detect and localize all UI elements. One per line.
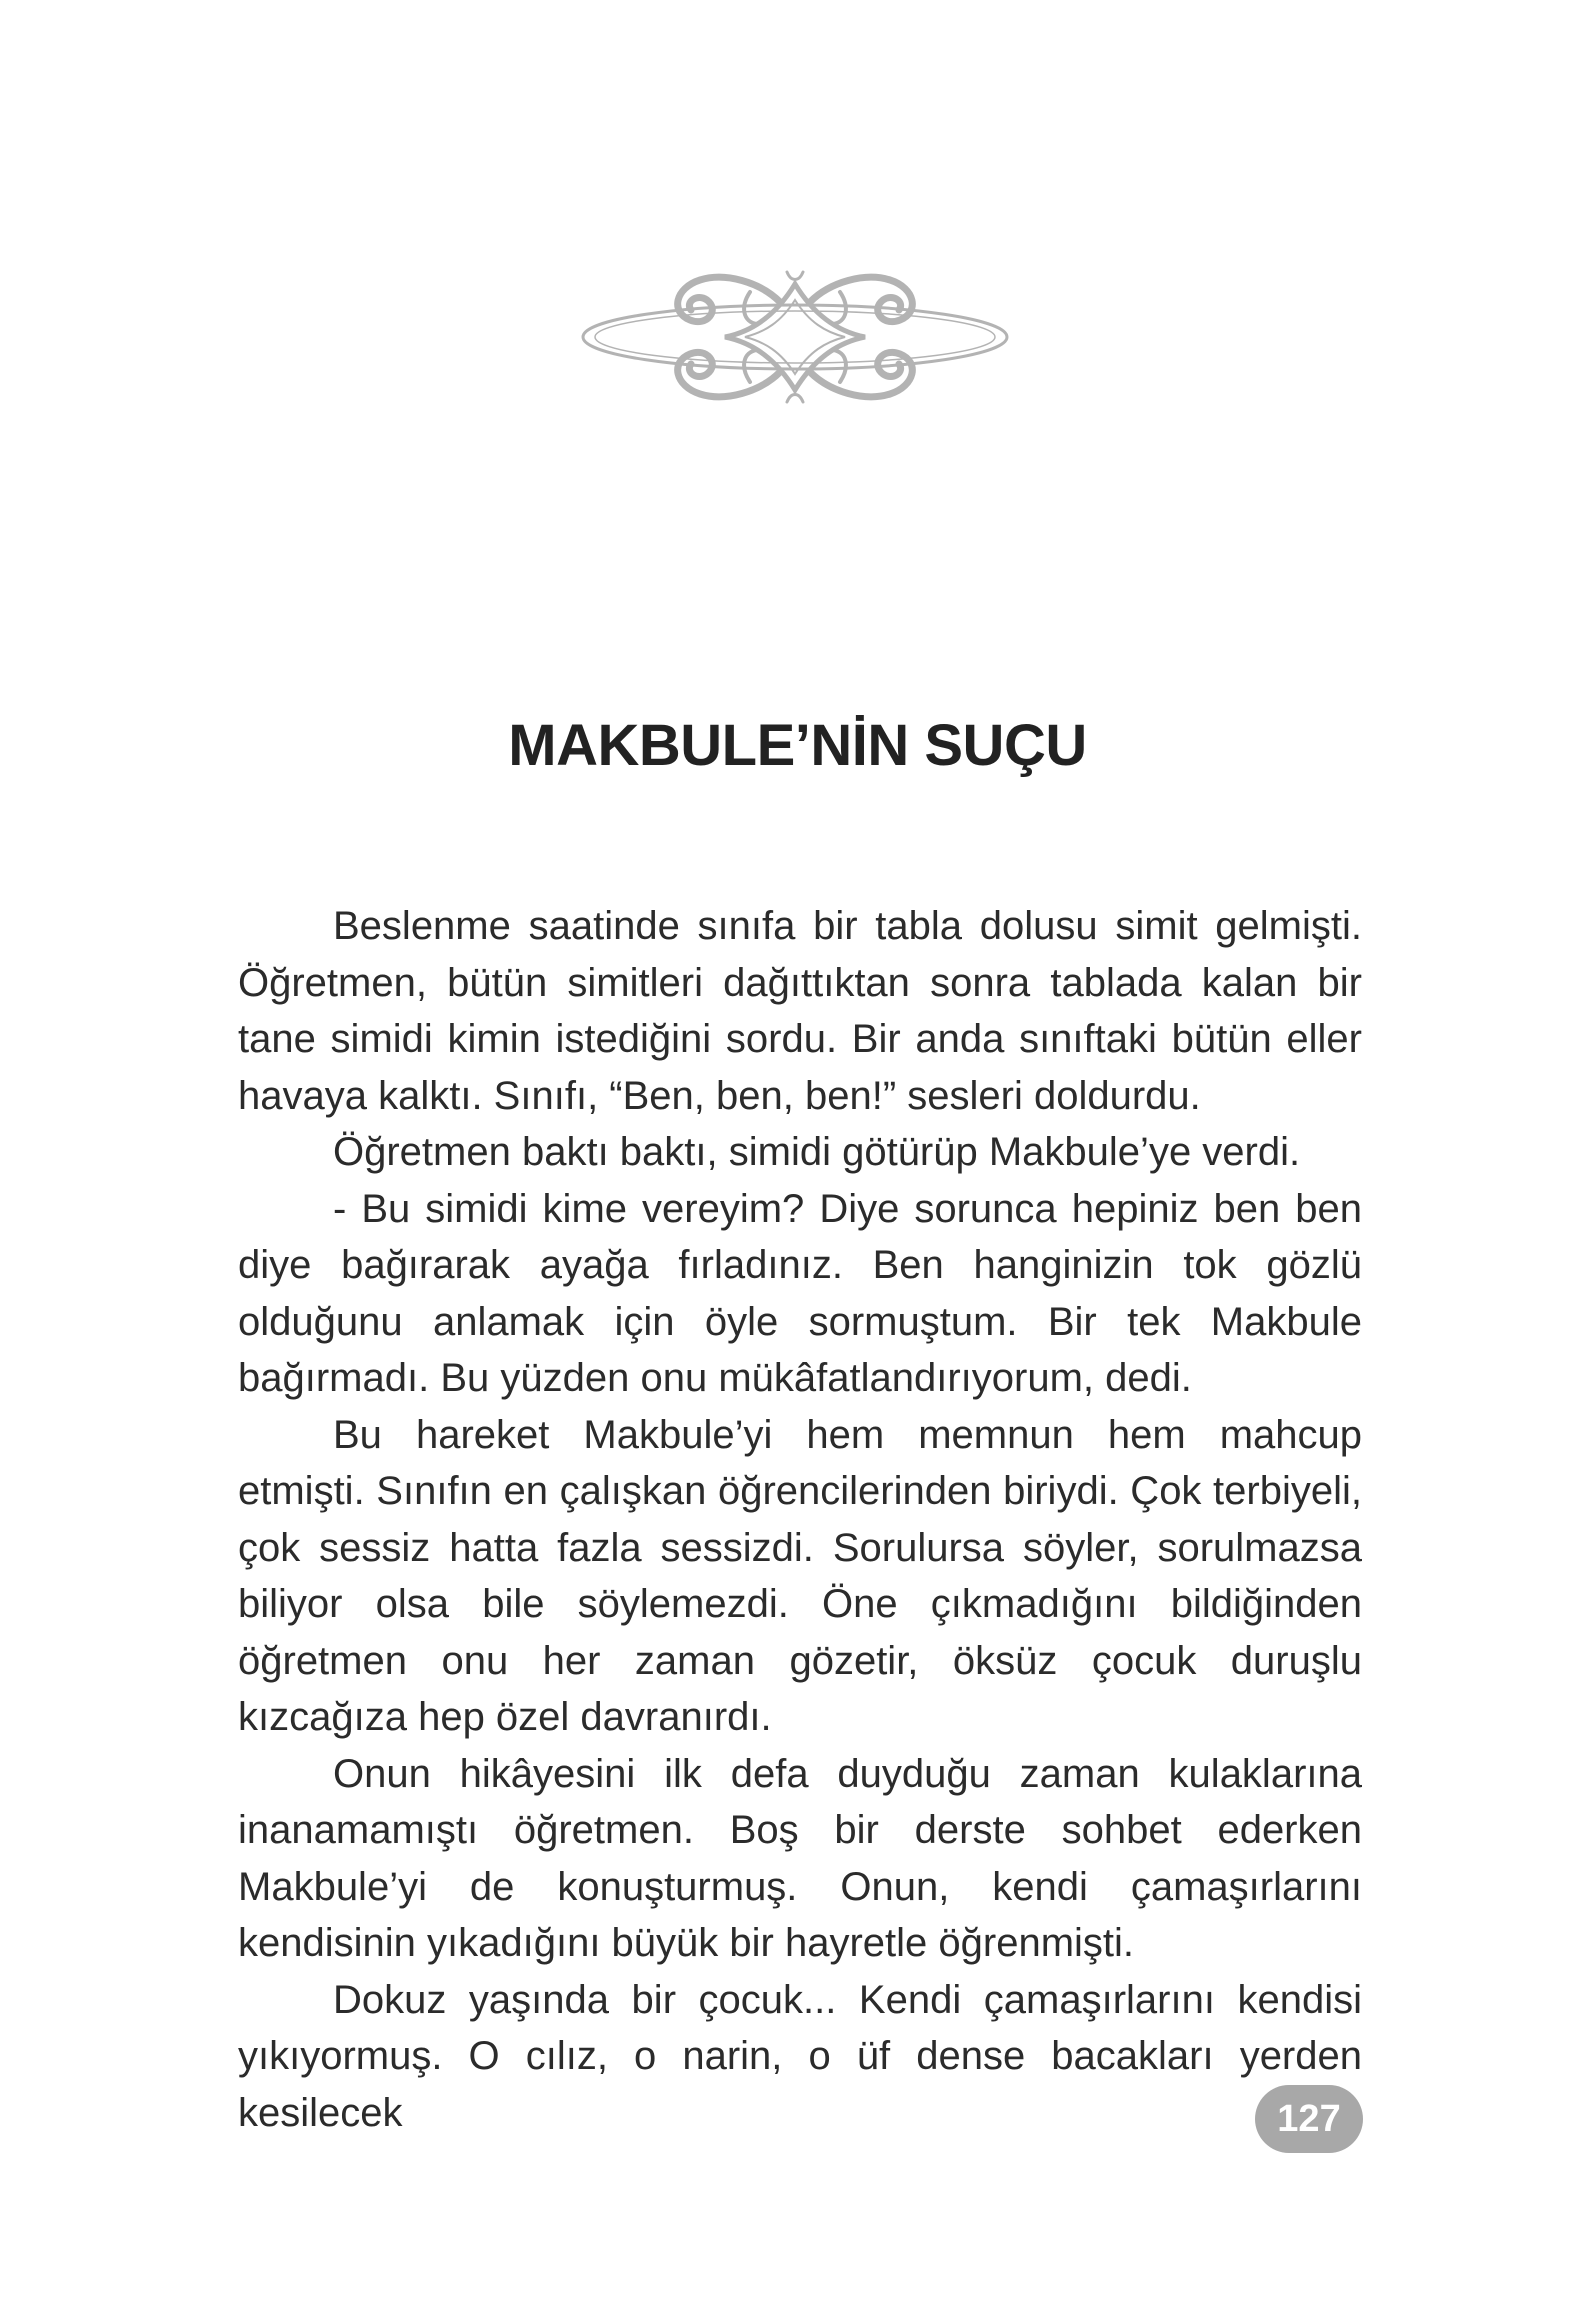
paragraph: Bu hareket Makbule’yi hem memnun hem mahcup etmişti. Sınıfın en çalışkan öğrencilerinden biriydi. Çok terbiyeli, çok sessiz hatta fazla sessizdi. Sorulursa söyler, sorulmazsa biliyor olsa bile söylemezdi. Öne çıkmadığını bildiğinden öğretmen onu her zaman gözetir, öksüz çocuk duruşlu kızcağıza hep özel davranırdı. (238, 1412, 1362, 1739)
paragraph: Öğretmen baktı baktı, simidi götürüp Makbule’ye verdi. (333, 1130, 1301, 1174)
paragraph: Beslenme saatinde sınıfa bir tabla dolusu simit gelmişti. Öğretmen, bütün simitleri dağıttıktan sonra tablada kalan bir tane simidi kimin istediğini sordu. Bir anda sınıftaki bütün eller havaya kalktı. Sınıfı, “Ben, ben, ben!” sesleri doldurdu. (238, 904, 1362, 1118)
page-number-badge: 127 (1255, 2085, 1363, 2153)
paragraph: Dokuz yaşında bir çocuk... Kendi çamaşırlarını kendisi yıkıyormuş. O cılız, o narin, o üf dense bacakları yerden kesilecek (238, 1977, 1362, 2135)
paragraph: Onun hikâyesini ilk defa duyduğu zaman kulaklarına inanamamıştı öğretmen. Boş bir derste sohbet ederken Makbule’yi de konuşturmuş. Onun, kendi çamaşırlarını kendisinin yıkadığını büyük bir hayretle öğrenmişti. (238, 1751, 1362, 1965)
paragraph: - Bu simidi kime vereyim? Diye sorunca hepiniz ben ben diye bağırarak ayağa fırladınız. Ben hanginizin tok gözlü olduğunu anlamak için öyle sormuştum. Bir tek Makbule bağırmadı. Bu yüzden onu mükâfatlandırıyorum, dedi. (238, 1186, 1362, 1400)
chapter-title: MAKBULE’NİN SUÇU (508, 713, 1087, 778)
body-text (238, 898, 1362, 2141)
decorative-ornament-icon (575, 262, 1015, 412)
